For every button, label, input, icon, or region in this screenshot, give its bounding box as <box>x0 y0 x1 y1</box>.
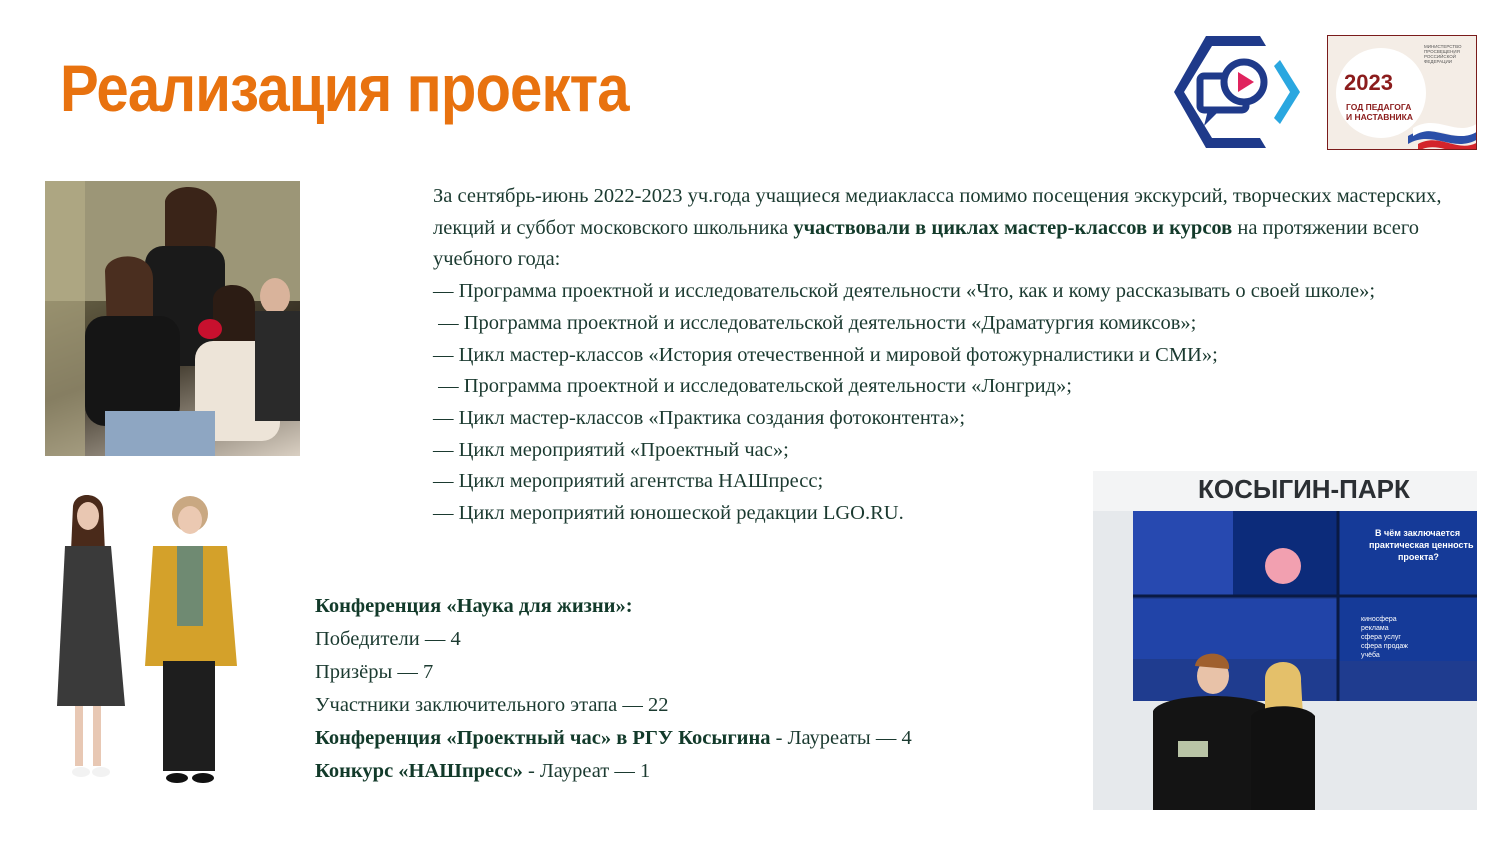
kosygin-park-sign: КОСЫГИН-ПАРК <box>1198 474 1410 504</box>
conference-1-title: Конференция «Наука для жизни»: <box>315 595 633 617</box>
slide-title: Реализация проекта <box>60 51 629 125</box>
list-item: — Цикл мастер-классов «История отечественной и мировой фотожурналистики и СМИ»; <box>433 343 1218 366</box>
svg-text:учёба: учёба <box>1361 652 1380 659</box>
list-item: — Программа проектной и исследовательской деятельности «Что, как и кому рассказывать о своей школе»; <box>433 280 1376 303</box>
list-item: — Цикл мастер-классов «Практика создания фотоконтента»; <box>433 406 966 429</box>
svg-text:реклама: реклама <box>1361 625 1389 632</box>
conference-2-result: - Лауреаты — 4 <box>770 727 912 749</box>
courses-description <box>433 181 1443 530</box>
students-photo <box>45 181 300 456</box>
list-item: — Цикл мероприятий агентства НАШпресс; <box>433 470 824 493</box>
intro-paragraph <box>433 181 1443 276</box>
svg-text:сфера продаж: сфера продаж <box>1361 643 1408 650</box>
year-of-teacher-badge <box>1327 35 1477 150</box>
badge-line-2: И НАСТАВНИКА <box>1346 112 1413 122</box>
contest-result: - Лауреат — 1 <box>522 760 651 782</box>
conference-2-title: Конференция «Проектный час» в РГУ Косыгина <box>315 727 771 749</box>
list-item: — Программа проектной и исследовательской деятельности «Лонгрид»; <box>433 375 1072 398</box>
badge-year: 2023 <box>1344 70 1393 95</box>
screen-question: В чём заключается практическая ценность проекта? <box>1369 528 1474 562</box>
intro-text: За сентябрь-июнь 2022-2023 уч.года учащиеся медиакласса помимо посещения экскурсий, творческих мастерских, лекций и суббот московского школьника <box>433 185 1442 239</box>
student-and-teacher-photo <box>45 486 255 796</box>
badge-caption <box>1346 102 1413 122</box>
winners-count: Победители — 4 <box>315 628 461 650</box>
media-class-logo <box>1168 30 1304 154</box>
svg-text:киносфера: киносфера <box>1361 616 1397 623</box>
prize-winners-count: Призёры — 7 <box>315 661 434 683</box>
list-item: — Цикл мероприятий юношеской редакции LGO.RU. <box>433 502 904 525</box>
conference-results <box>315 590 912 788</box>
badge-line-1: ГОД ПЕДАГОГА <box>1346 102 1412 112</box>
intro-text-end: на протяжении всего учебного года: <box>433 216 1420 271</box>
svg-text:сфера услуг: сфера услуг <box>1361 634 1401 641</box>
intro-bold-text: участвовали в циклах мастер-классов и курсов <box>793 216 1233 239</box>
ministry-caption: МИНИСТЕРСТВО ПРОСВЕЩЕНИЯ РОССИЙСКОЙ ФЕДЕРАЦИИ <box>1424 44 1462 64</box>
list-item: — Программа проектной и исследовательской деятельности «Драматургия комиксов»; <box>433 311 1197 334</box>
contest-title: Конкурс «НАШпресс» <box>315 760 523 782</box>
participants-count: Участники заключительного этапа — 22 <box>315 694 669 716</box>
list-item: — Цикл мероприятий «Проектный час»; <box>433 438 789 461</box>
